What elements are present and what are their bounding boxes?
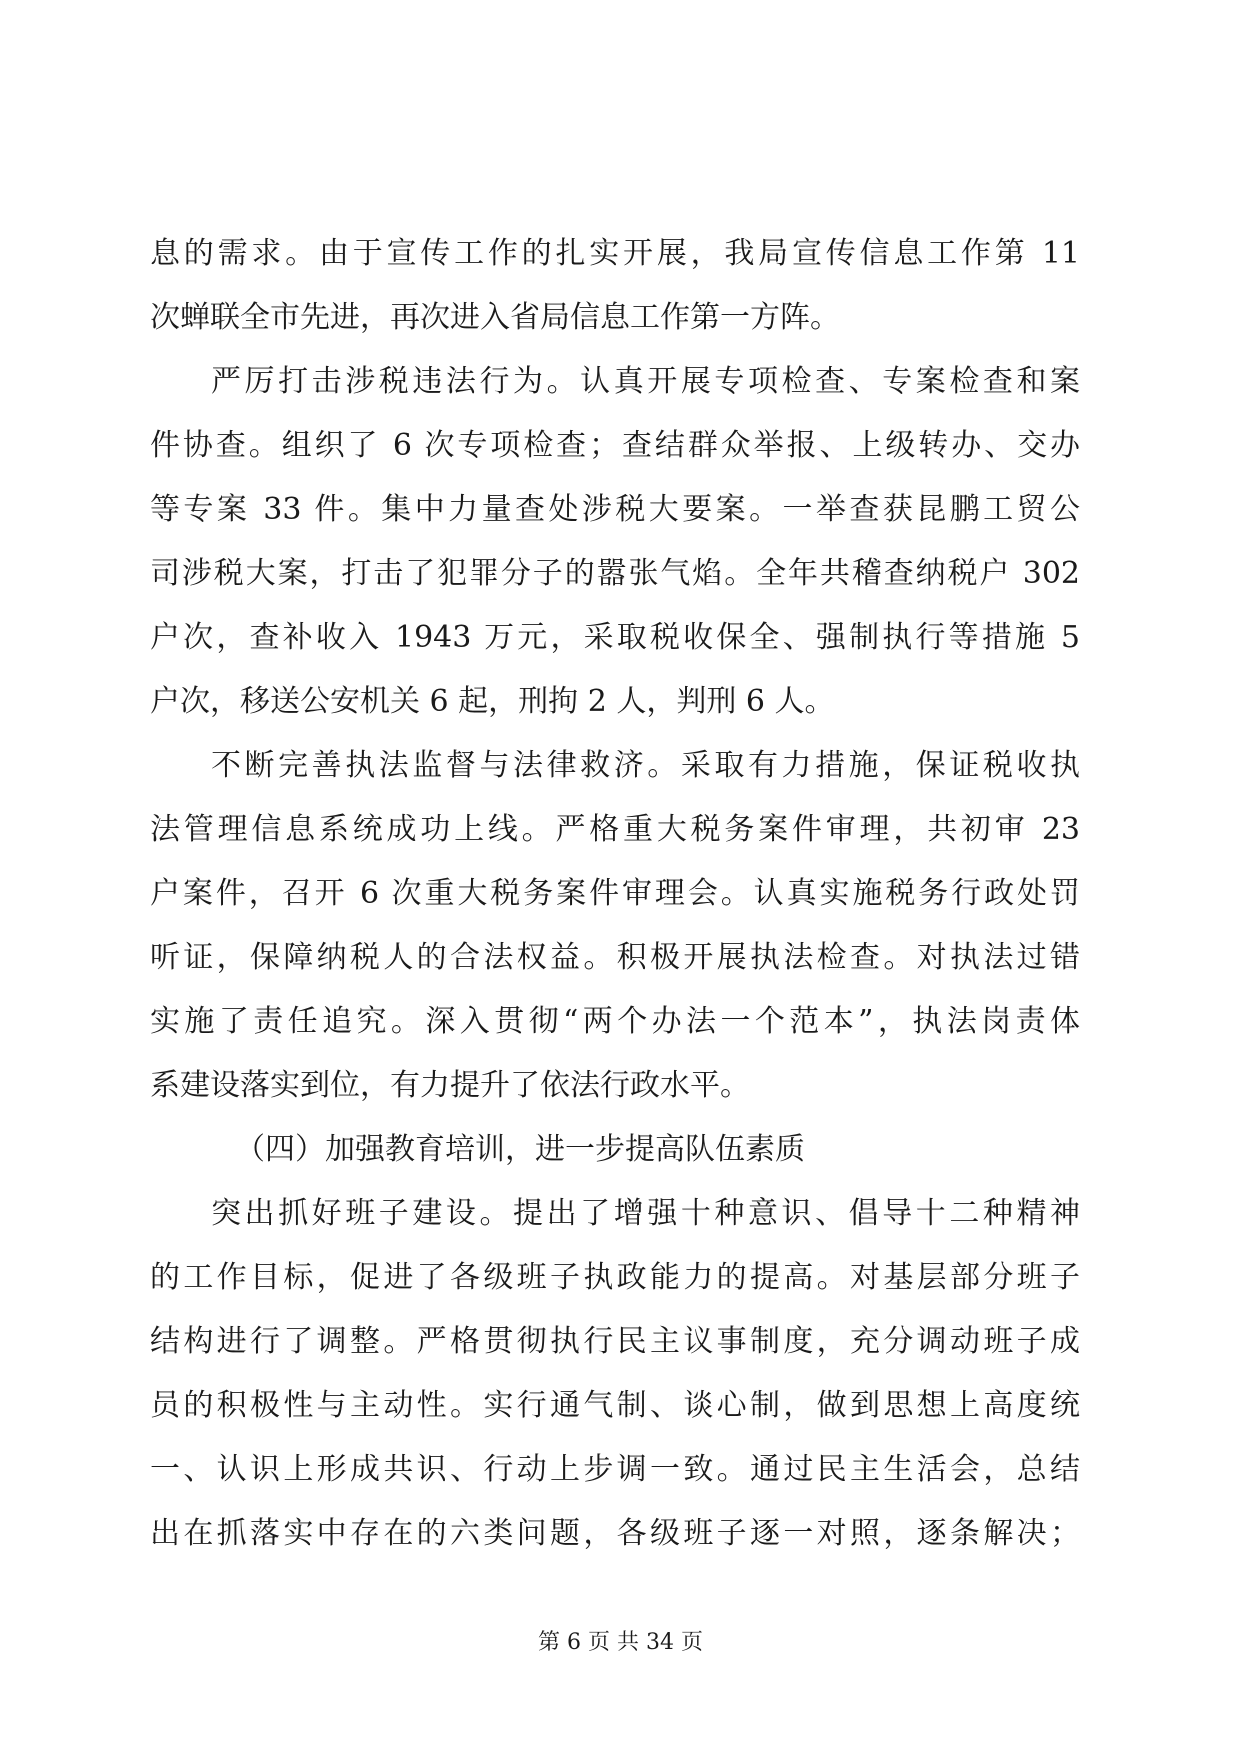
text-line: 员的积极性与主动性。实行通气制、谈心制，做到思想上高度统 [150,1388,1080,1423]
text-line: 系建设落实到位，有力提升了依法行政水平。 [150,1068,750,1103]
text-line: 件协查。组织了 6 次专项检查；查结群众举报、上级转办、交办 [150,428,1080,463]
text-line: 司涉税大案，打击了犯罪分子的嚣张气焰。全年共稽查纳税户 302 [150,556,1080,591]
text-line: 结构进行了调整。严格贯彻执行民主议事制度，充分调动班子成 [150,1324,1080,1359]
text-line: 不断完善执法监督与法律救济。采取有力措施，保证税收执 [211,748,1080,783]
page-number-footer: 第 6 页 共 34 页 [538,1630,703,1655]
text-line: 听证，保障纳税人的合法权益。积极开展执法检查。对执法过错 [150,940,1080,975]
text-line: 突出抓好班子建设。提出了增强十种意识、倡导十二种精神 [211,1196,1080,1231]
document-body [150,222,1080,1566]
text-line: 户案件，召开 6 次重大税务案件审理会。认真实施税务行政处罚 [150,876,1080,911]
text-line: 户次，移送公安机关 6 起，刑拘 2 人，判刑 6 人。 [150,684,835,719]
text-line: 等专案 33 件。集中力量查处涉税大要案。一举查获昆鹏工贸公 [150,492,1080,527]
text-line: 实施了责任追究。深入贯彻“两个办法一个范本”，执法岗责体 [150,1004,1080,1039]
text-line: 严厉打击涉税违法行为。认真开展专项检查、专案检查和案 [211,364,1080,399]
text-line: 的工作目标，促进了各级班子执政能力的提高。对基层部分班子 [150,1260,1080,1295]
text-line: 法管理信息系统成功上线。严格重大税务案件审理，共初审 23 [150,812,1080,847]
text-line: 息的需求。由于宣传工作的扎实开展，我局宣传信息工作第 11 [150,236,1080,271]
section-heading: （四）加强教育培训，进一步提高队伍素质 [235,1132,805,1167]
text-line: 出在抓落实中存在的六类问题，各级班子逐一对照，逐条解决； [150,1516,1080,1551]
text-line: 次蝉联全市先进，再次进入省局信息工作第一方阵。 [150,300,840,335]
text-line: 户次，查补收入 1943 万元，采取税收保全、强制执行等措施 5 [150,620,1080,655]
text-line: 一、认识上形成共识、行动上步调一致。通过民主生活会，总结 [150,1452,1080,1487]
